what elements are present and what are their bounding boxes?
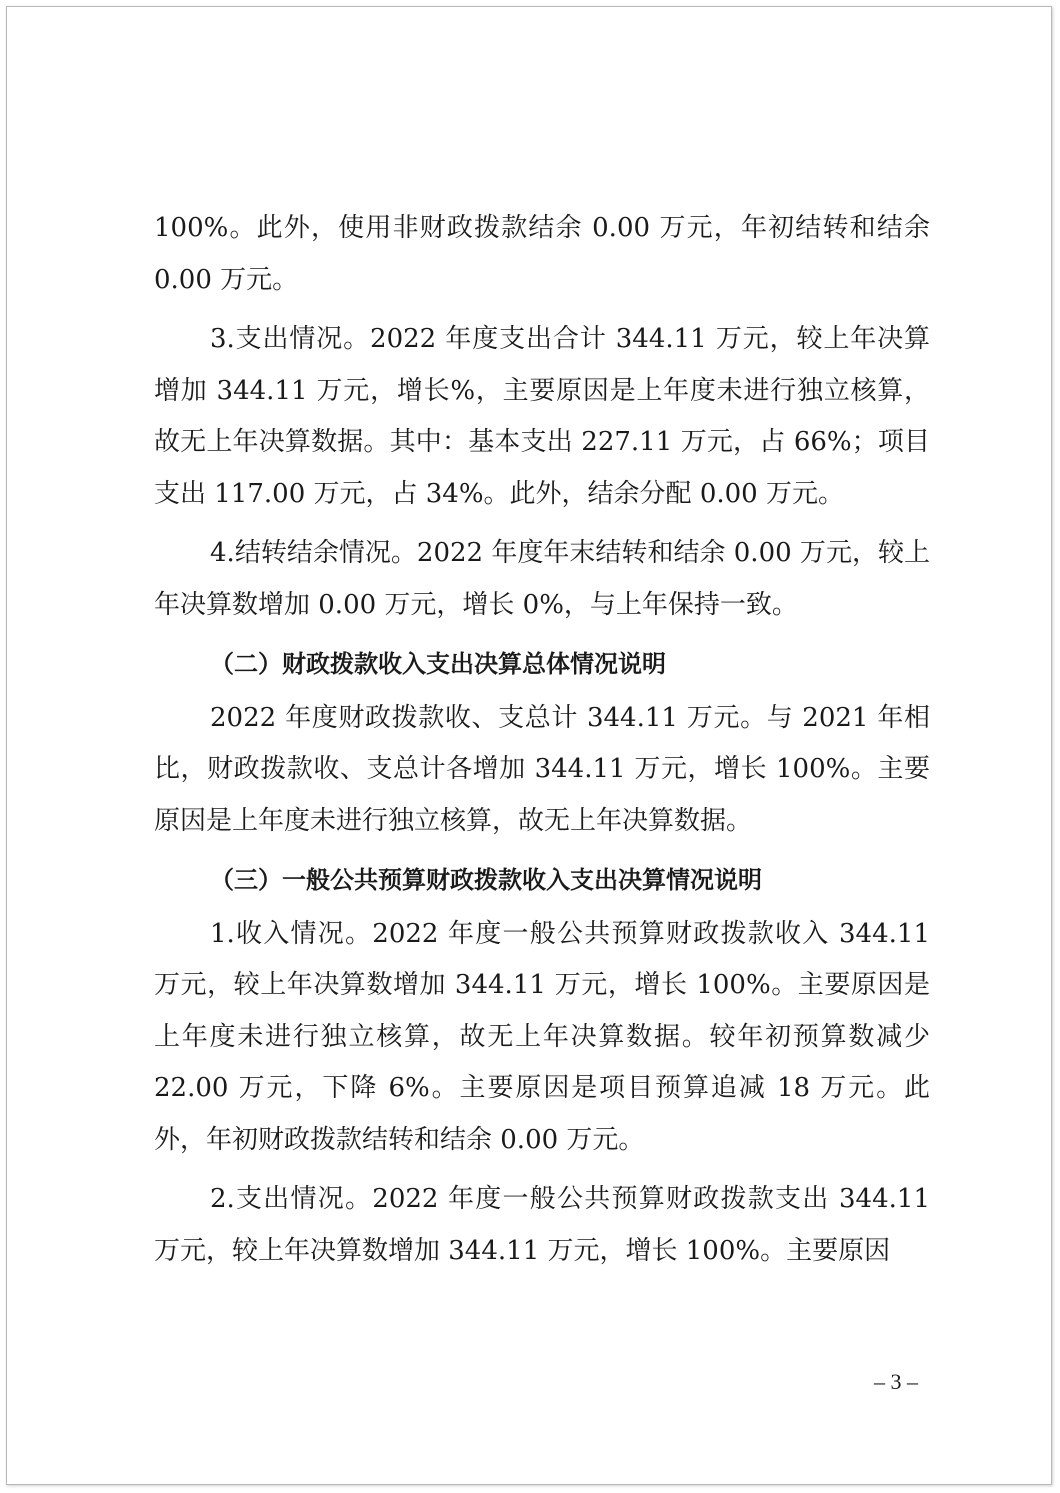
paragraph-spending: 2.支出情况。2022 年度一般公共预算财政拨款支出 344.11 万元，较上年决算数增加 344.11 万元，增长 100%。主要原因 xyxy=(154,1184,930,1266)
paragraph-expenditure: 3.支出情况。2022 年度支出合计 344.11 万元，较上年决算增加 344.11 万元，增长%，主要原因是上年度未进行独立核算，故无上年决算数据。其中：基本支出 227.11 万元，占 66%；项目支出 117.00 万元，占 34%。此外，结余分配 0.00 万元。 xyxy=(154,324,930,509)
page-number: – 3 – xyxy=(874,1369,918,1394)
paragraph-fiscal-total: 2022 年度财政拨款收、支总计 344.11 万元。与 2021 年相比，财政拨款收、支总计各增加 344.11 万元，增长 100%。主要原因是上年度未进行独立核算，故无上年决算数据。 xyxy=(154,702,930,836)
paragraph-continuation: 100%。此外，使用非财政拨款结余 0.00 万元，年初结转和结余 0.00 万元。 xyxy=(154,213,930,295)
section-heading-general-budget: （三）一般公共预算财政拨款收入支出决算情况说明 xyxy=(210,866,762,894)
section-heading-fiscal-appropriation: （二）财政拨款收入支出决算总体情况说明 xyxy=(210,650,666,678)
paragraph-income: 1.收入情况。2022 年度一般公共预算财政拨款收入 344.11 万元，较上年决算数增加 344.11 万元，增长 100%。主要原因是上年度未进行独立核算，故无上年决算数据。较年初预算数减少 22.00 万元，下降 6%。主要原因是项目预算追减 18 万元。此外，年初财政拨款结转和结余 0.00 万元。 xyxy=(154,918,930,1155)
document-page xyxy=(6,6,1052,1485)
paragraph-carryover: 4.结转结余情况。2022 年度年末结转和结余 0.00 万元，较上年决算数增加 0.00 万元，增长 0%，与上年保持一致。 xyxy=(154,538,930,620)
document-body xyxy=(154,203,930,1285)
